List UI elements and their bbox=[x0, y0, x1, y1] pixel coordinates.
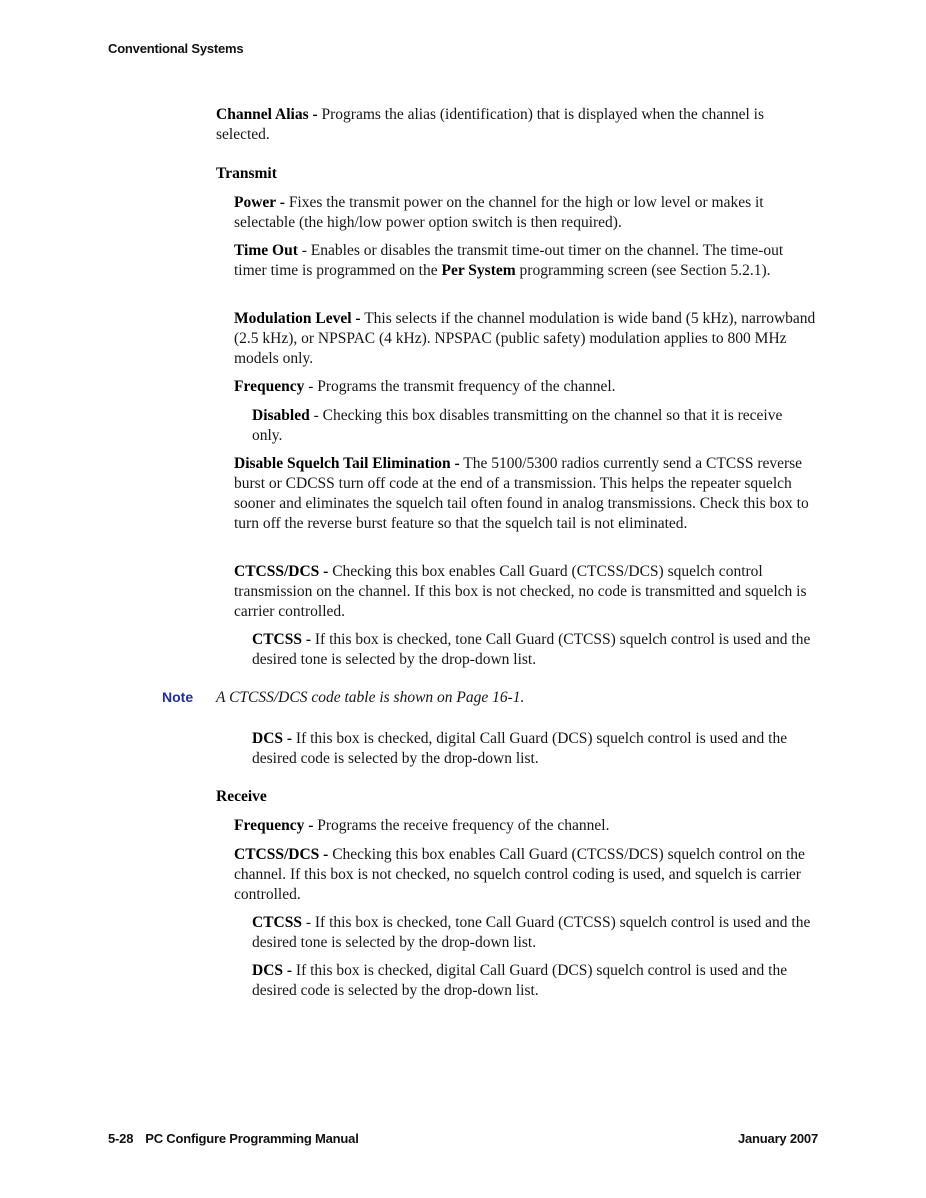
note-text: A CTCSS/DCS code table is shown on Page 16-1. bbox=[216, 689, 525, 706]
term: DCS - bbox=[252, 730, 293, 747]
note-label: Note bbox=[162, 689, 194, 705]
tx-disabled-paragraph bbox=[252, 406, 816, 446]
running-header: Conventional Systems bbox=[108, 41, 244, 56]
tx-disable-squelch-paragraph bbox=[234, 454, 816, 534]
term: Disable Squelch Tail Elimination - bbox=[234, 455, 460, 472]
description: - Programs the transmit frequency of the channel. bbox=[304, 378, 616, 395]
term: Frequency - bbox=[234, 817, 314, 834]
manual-title: PC Configure Programming Manual bbox=[145, 1131, 359, 1146]
footer-left bbox=[108, 1131, 359, 1146]
description: - Enables or disables the transmit time-out timer on the channel. The time-out timer time is programmed on the bbox=[234, 242, 784, 279]
description: Programs the receive frequency of the channel. bbox=[313, 817, 610, 834]
rx-ctcss-dcs-paragraph bbox=[234, 845, 816, 905]
description: Fixes the transmit power on the channel for the high or low level or makes it selectable (the high/low power option switch is then required). bbox=[234, 194, 764, 231]
term: Time Out bbox=[234, 242, 298, 259]
term: Channel Alias - bbox=[216, 106, 318, 123]
tx-ctcss-dcs-paragraph bbox=[234, 562, 816, 622]
page-number: 5-28 bbox=[108, 1131, 134, 1146]
description: Checking this box enables Call Guard (CTCSS/DCS) squelch control transmission on the channel. If this box is not checked, no code is transmitted and squelch is carrier controlled. bbox=[234, 563, 807, 620]
term: DCS - bbox=[252, 962, 293, 979]
term: Frequency bbox=[234, 378, 305, 395]
transmit-heading: Transmit bbox=[216, 165, 277, 182]
rx-ctcss-paragraph bbox=[252, 913, 816, 953]
receive-heading: Receive bbox=[216, 788, 267, 805]
description: Checking this box enables Call Guard (CTCSS/DCS) squelch control on the channel. If this box is not checked, no squelch control coding is used, and squelch is carrier controlled. bbox=[234, 846, 805, 903]
term: CTCSS bbox=[252, 914, 302, 931]
description: This selects if the channel modulation is wide band (5 kHz), narrowband (2.5 kHz), or NPSPAC (4 kHz). NPSPAC (public safety) modulation applies to 800 MHz models only. bbox=[234, 310, 816, 367]
tx-frequency-paragraph bbox=[234, 377, 816, 397]
description: If this box is checked, digital Call Guard (DCS) squelch control is used and the desired code is selected by the drop-down list. bbox=[252, 962, 788, 999]
description: The 5100/5300 radios currently send a CTCSS reverse burst or CDCSS turn off code at the end of a transmission. This helps the repeater squelch sooner and eliminates the squelch tail often found in analog transmissions. Check this box to turn off the reverse burst feature so that the squelch tail is not eliminated. bbox=[234, 455, 809, 532]
channel-alias-paragraph bbox=[216, 105, 816, 145]
description: Programs the alias (identification) that is displayed when the channel is selected. bbox=[216, 106, 765, 143]
description: programming screen (see Section 5.2.1). bbox=[515, 262, 771, 279]
term: CTCSS/DCS - bbox=[234, 846, 329, 863]
tx-dcs-paragraph bbox=[252, 729, 816, 769]
term: Disabled bbox=[252, 407, 310, 424]
rx-frequency-paragraph bbox=[234, 816, 816, 836]
tx-time-out-paragraph bbox=[234, 241, 816, 281]
tx-ctcss-paragraph bbox=[252, 630, 816, 670]
description: If this box is checked, digital Call Guard (DCS) squelch control is used and the desired code is selected by the drop-down list. bbox=[252, 730, 788, 767]
tx-power-paragraph bbox=[234, 193, 816, 233]
rx-dcs-paragraph bbox=[252, 961, 816, 1001]
description: - If this box is checked, tone Call Guard (CTCSS) squelch control is used and the desired tone is selected by the drop-down list. bbox=[252, 914, 811, 951]
term: Modulation Level - bbox=[234, 310, 361, 327]
description: - Checking this box disables transmitting on the channel so that it is receive only. bbox=[252, 407, 783, 444]
term: CTCSS/DCS - bbox=[234, 563, 329, 580]
footer-date: January 2007 bbox=[738, 1131, 818, 1146]
description: If this box is checked, tone Call Guard (CTCSS) squelch control is used and the desired tone is selected by the drop-down list. bbox=[252, 631, 811, 668]
term: CTCSS - bbox=[252, 631, 312, 648]
term: Power - bbox=[234, 194, 285, 211]
tx-modulation-paragraph bbox=[234, 309, 816, 369]
emphasis: Per System bbox=[441, 262, 516, 279]
